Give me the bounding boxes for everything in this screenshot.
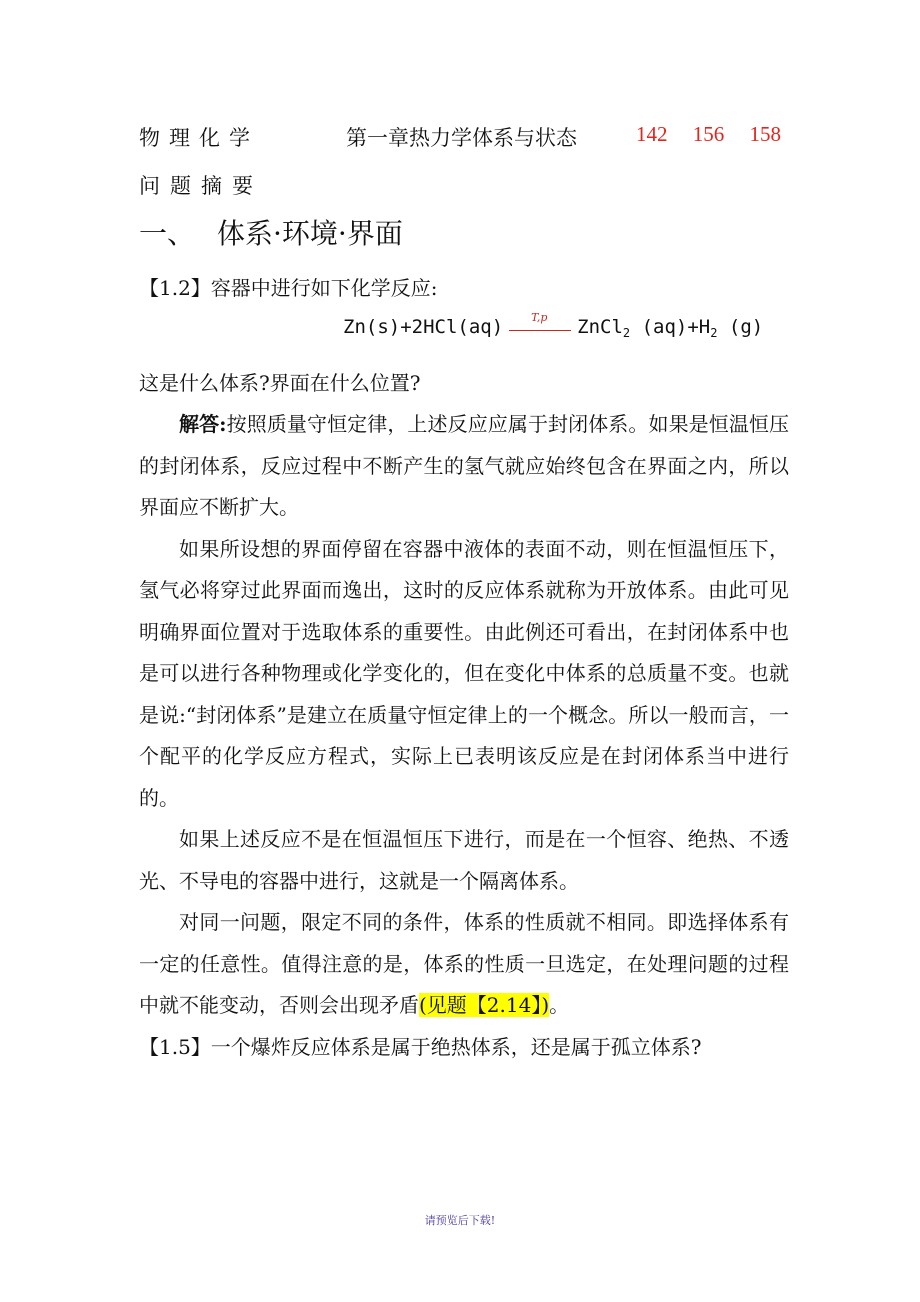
- equation-sub-1: 2: [622, 326, 631, 340]
- question-1-2: 【1.2】容器中进行如下化学反应:: [139, 276, 438, 300]
- answer-label: 解答:: [179, 412, 227, 436]
- page-number: 142: [636, 122, 668, 146]
- answer-paragraph-4: 对同一问题，限定不同的条件，体系的性质就不相同。即选择体系有一定的任意性。值得注意的是，体系的性质一旦选定，在处理问题的过程中就不能变动，否则会出现矛盾(见题【2.14】)。: [139, 910, 789, 1017]
- chapter-title: 第一章热力学体系与状态: [346, 126, 577, 150]
- reaction-equation: [343, 310, 764, 340]
- subtitle: 问题摘要: [139, 174, 263, 198]
- equation-sub-2: 2: [710, 326, 718, 340]
- answer-paragraph-2: 如果所设想的界面停留在容器中液体的表面不动，则在恒温恒压下，氢气必将穿过此界面而逸出，这时的反应体系就称为开放体系。由此可见明确界面位置对于选取体系的重要性。由此例还可看出，在封闭体系中也是可以进行各种物理或化学变化的，但在变化中体系的总质量不变。也就是说:“封闭体系”是建立在质量守恒定律上的一个概念。所以一般而言，一个配平的化学反应方程式，实际上已表明该反应是在封闭体系当中进行的。: [139, 536, 789, 810]
- section-number: 一、: [139, 217, 196, 250]
- cross-reference: (见题【2.14】): [419, 993, 550, 1017]
- page-numbers: [636, 122, 801, 147]
- section-title: 体系·环境·界面: [217, 217, 403, 250]
- answer-body: [139, 404, 789, 1068]
- question-text: 这是什么体系?界面在什么位置?: [139, 371, 421, 395]
- equation-right-1: ZnCl: [577, 316, 623, 338]
- course-title: 物理化学: [139, 126, 259, 150]
- page-number: 158: [749, 122, 781, 146]
- question-1-5: 【1.5】一个爆炸反应体系是属于绝热体系，还是属于孤立体系?: [139, 1034, 702, 1059]
- answer-paragraph-3: 如果上述反应不是在恒温恒压下进行，而是在一个恒容、绝热、不透光、不导电的容器中进行，这就是一个隔离体系。: [139, 827, 789, 893]
- equation-right-3: (g): [717, 316, 764, 338]
- answer-paragraph-1: 解答:按照质量守恒定律，上述反应应属于封闭体系。如果是恒温恒压的封闭体系，反应过程中不断产生的氢气就应始终包含在界面之内，所以界面应不断扩大。: [139, 412, 789, 519]
- page-number: 156: [692, 122, 725, 146]
- arrow-condition: T,p: [531, 310, 548, 324]
- footer-note: 请预览后下载!: [424, 1214, 496, 1227]
- equation-right-2: (aq)+H: [630, 316, 711, 338]
- reaction-arrow: [509, 310, 571, 338]
- section-heading: [139, 212, 403, 252]
- equation-left: Zn(s)+2HCl(aq): [343, 316, 504, 338]
